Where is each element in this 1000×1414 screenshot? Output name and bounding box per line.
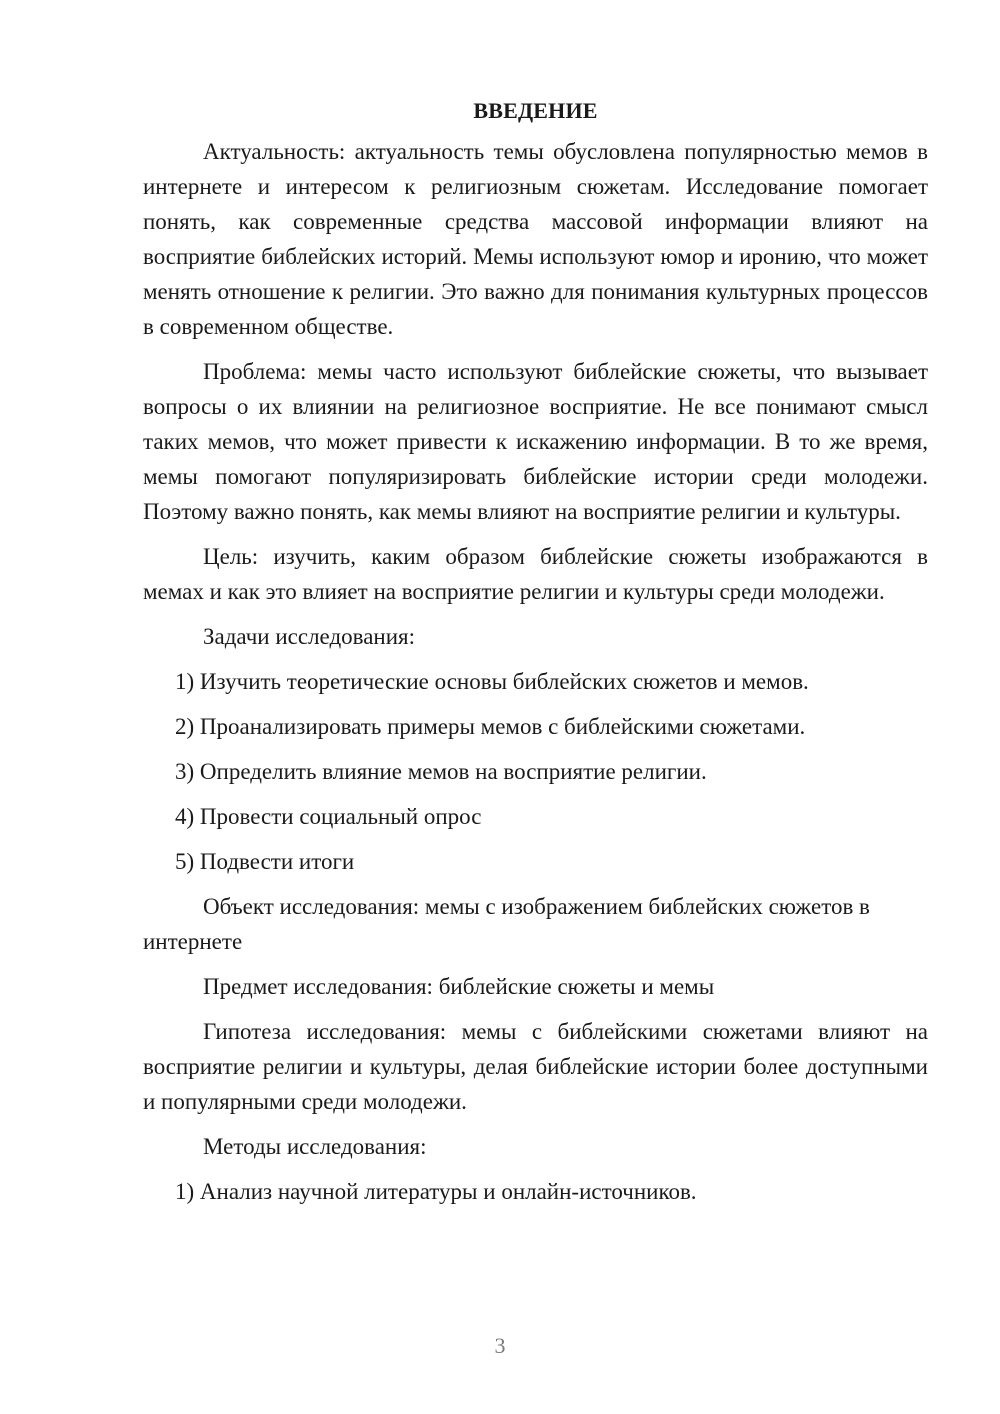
goal-paragraph: Цель: изучить, каким образом библейские сюжеты изображаются в мемах и как это влияет на восприятие религии и культуры среди молодежи.	[143, 544, 928, 604]
document-body	[143, 93, 928, 1219]
task-item: 4) Провести социальный опрос	[175, 804, 482, 829]
tasks-title: Задачи исследования:	[203, 624, 416, 649]
tasks-list	[143, 664, 928, 879]
method-item: 1) Анализ научной литературы и онлайн-источников.	[175, 1179, 697, 1204]
page-number: 3	[494, 1333, 506, 1358]
task-item: 2) Проанализировать примеры мемов с библейскими сюжетами.	[175, 714, 806, 739]
task-item: 1) Изучить теоретические основы библейских сюжетов и мемов.	[175, 669, 809, 694]
task-item: 3) Определить влияние мемов на восприятие религии.	[175, 759, 707, 784]
hypothesis-paragraph: Гипотеза исследования: мемы с библейскими сюжетами влияют на восприятие религии и культуры, делая библейские истории более доступными и популярными среди молодежи.	[143, 1019, 928, 1114]
subject-paragraph: Предмет исследования: библейские сюжеты и мемы	[203, 974, 715, 999]
relevance-paragraph: Актуальность: актуальность темы обусловлена популярностью мемов в интернете и интересом к религиозным сюжетам. Исследование помогает понять, как современные средства массовой информации влияют на восприятие библейских историй. Мемы используют юмор и иронию, что может менять отношение к религии. Это важно для понимания культурных процессов в современном обществе.	[143, 139, 928, 339]
object-paragraph: Объект исследования: мемы с изображением библейских сюжетов в интернете	[143, 894, 870, 954]
methods-title: Методы исследования:	[203, 1134, 427, 1159]
methods-list	[143, 1174, 928, 1209]
problem-paragraph: Проблема: мемы часто используют библейские сюжеты, что вызывает вопросы о их влиянии на религиозное восприятие. Не все понимают смысл таких мемов, что может привести к искажению информации. В то же время, мемы помогают популяризировать библейские истории среди молодежи. Поэтому важно понять, как мемы влияют на восприятие религии и культуры.	[143, 359, 928, 524]
section-heading: ВВЕДЕНИЕ	[473, 98, 598, 123]
task-item: 5) Подвести итоги	[175, 849, 355, 874]
